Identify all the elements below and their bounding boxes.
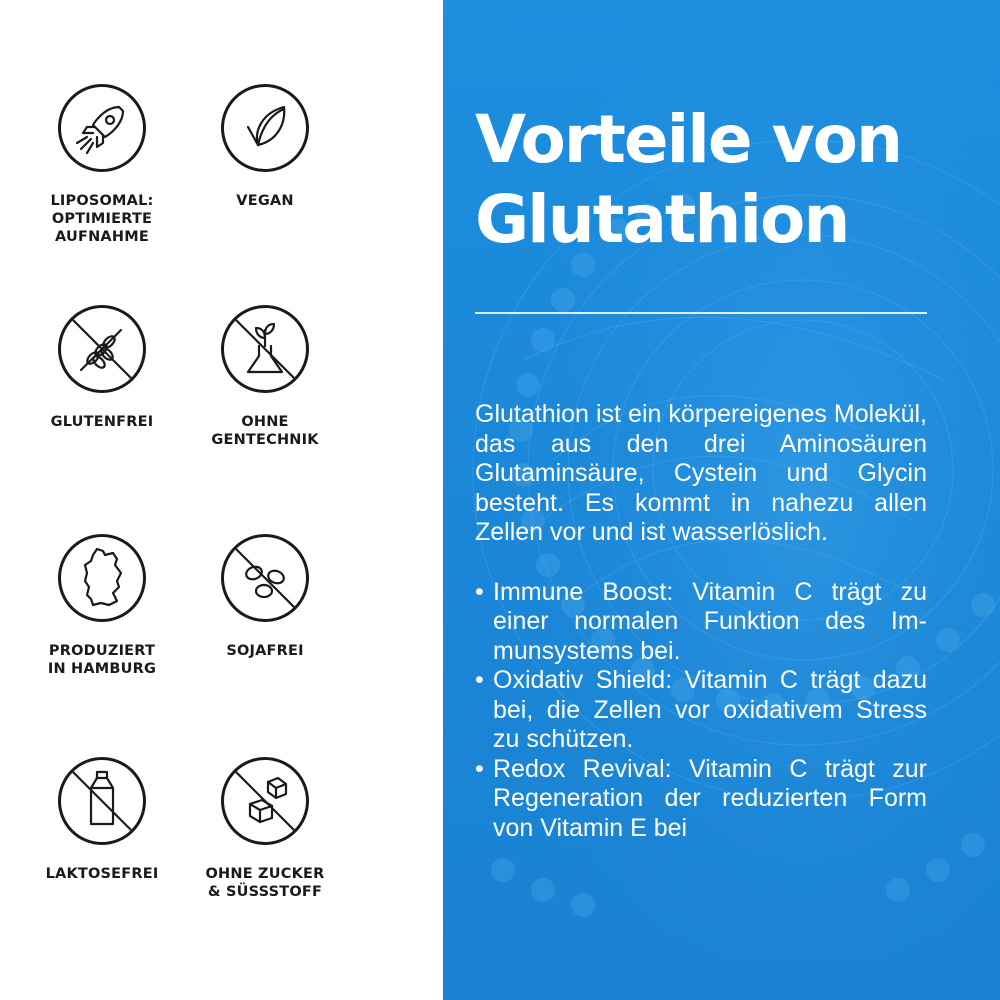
list-item bbox=[475, 666, 927, 755]
feature-label: OHNE ZUCKER & SÜSSSTOFF bbox=[205, 866, 325, 900]
no-gmo-flask-icon bbox=[221, 305, 309, 393]
feature-label: OHNE GENTECHNIK bbox=[211, 414, 319, 448]
intro-paragraph: Glutathion ist ein körpereigenes Molekül, das aus den drei Aminosäuren Glutaminsäure, Cystein und Glycin besteht. Es kommt in nahezu allen Zellen vor und ist wasserlöslich. bbox=[475, 400, 927, 546]
page-title bbox=[475, 100, 927, 260]
no-wheat-icon bbox=[58, 305, 146, 393]
info-content bbox=[475, 100, 927, 843]
no-soy-icon bbox=[221, 534, 309, 622]
feature-label: PRODUZIERT IN HAMBURG bbox=[47, 643, 157, 677]
bullet-icon: • bbox=[475, 577, 484, 606]
title-line-1: Vorteile von bbox=[475, 101, 902, 178]
no-sugar-icon bbox=[221, 757, 309, 845]
list-item bbox=[475, 755, 927, 844]
benefit-text: Immune Boost: Vitamin C trägt zu einer normalen Funktion des Immunsystems bei. bbox=[493, 577, 927, 665]
feature-label: LAKTOSEFREI bbox=[45, 866, 159, 882]
benefit-text: Redox Revival: Vitamin C trägt zur Regeneration der reduzierten Form von Vitamin E bei bbox=[493, 754, 927, 842]
list-item bbox=[475, 578, 927, 667]
feature-label: VEGAN bbox=[236, 193, 294, 209]
no-milk-icon bbox=[58, 757, 146, 845]
title-line-2: Glutathion bbox=[475, 181, 849, 258]
rocket-icon bbox=[58, 84, 146, 172]
feature-label: GLUTENFREI bbox=[50, 414, 154, 430]
feature-label: SOJAFREI bbox=[226, 643, 304, 659]
feature-label: LIPOSOMAL: OPTIMIERTE AUFNAHME bbox=[50, 193, 154, 245]
feature-sojafrei bbox=[165, 534, 365, 660]
feature-ohne-gentechnik bbox=[165, 305, 365, 449]
benefits-list bbox=[475, 578, 927, 844]
info-panel bbox=[443, 0, 1000, 1000]
feature-vegan bbox=[165, 84, 365, 210]
feature-zuckerfrei bbox=[165, 757, 365, 901]
benefit-text: Oxidativ Shield: Vitamin C trägt dazu bei, die Zellen vor oxidativem Stress zu schützen. bbox=[493, 666, 927, 753]
feature-icons-panel bbox=[0, 0, 443, 1000]
bullet-icon: • bbox=[475, 666, 484, 694]
bullet-icon: • bbox=[475, 754, 484, 783]
leaf-icon bbox=[221, 84, 309, 172]
germany-map-icon bbox=[58, 534, 146, 622]
divider bbox=[475, 312, 927, 314]
